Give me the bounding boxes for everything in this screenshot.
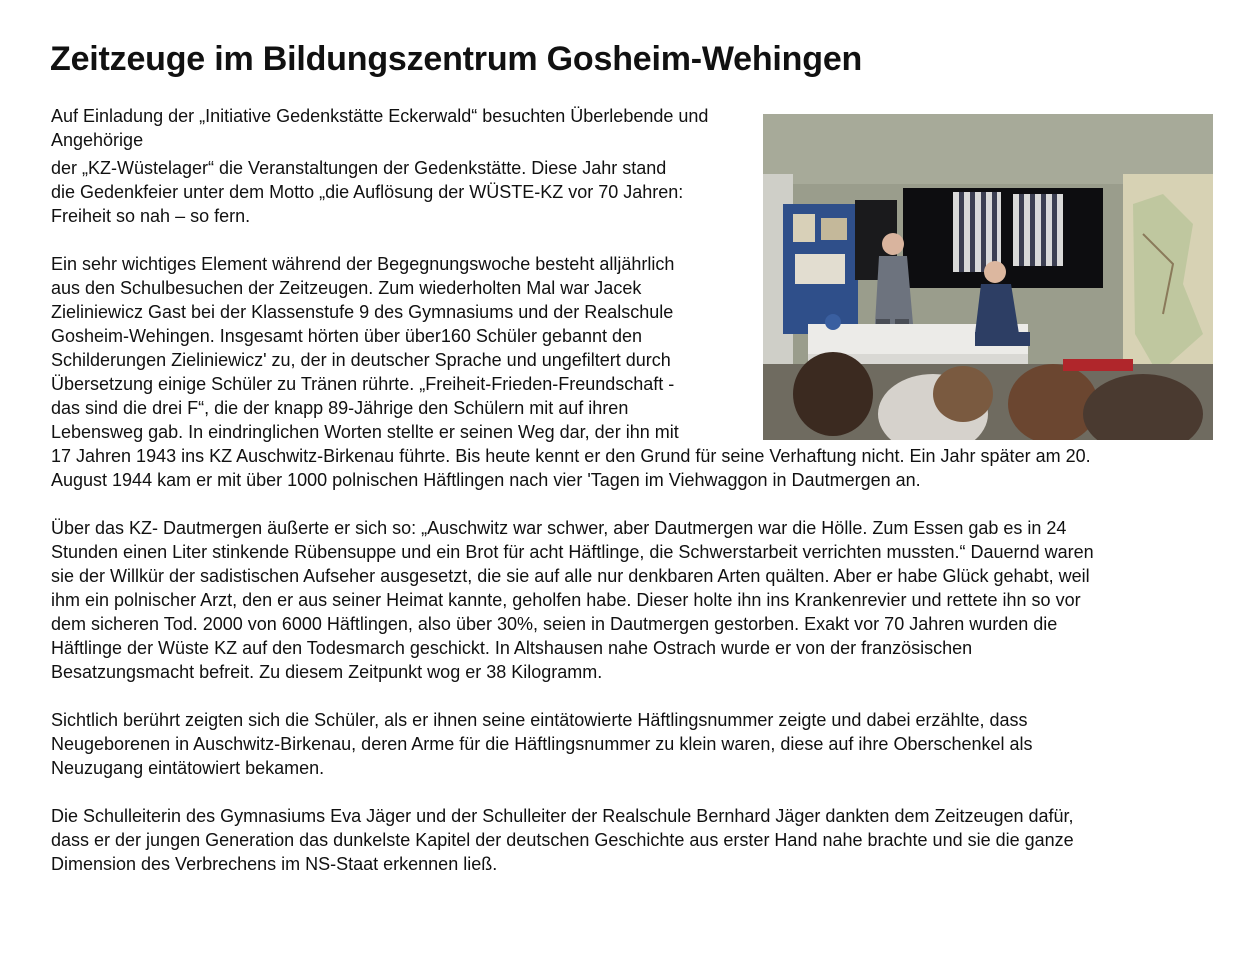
text-line: Neuzugang eintätowiert bekamen. bbox=[51, 758, 325, 778]
text-line: Häftlinge der Wüste KZ auf den Todesmarch geschickt. In Altshausen nahe Ostrach wurde er von der französischen bbox=[51, 638, 973, 658]
text-line: Über das KZ- Dautmergen äußerte er sich so: „Auschwitz war schwer, aber Dautmergen war die Hölle. Zum Essen gab es in 24 bbox=[51, 518, 1067, 538]
text-line: sie der Willkür der sadistischen Aufseher ausgesetzt, die sie auf alle nur denkbaren Arten quälten. Aber er habe Glück gehabt, weil bbox=[51, 566, 1090, 586]
paragraph-thanks bbox=[51, 804, 1216, 876]
text-line: Lebensweg gab. In eindringlichen Worten stellte er seinen Weg dar, der ihn mit bbox=[51, 422, 679, 442]
text-line: Ein sehr wichtiges Element während der Begegnungswoche besteht alljährlich bbox=[51, 254, 675, 274]
text-line: das sind die drei F“, die der knapp 89-Jährige den Schülern mit auf ihren bbox=[51, 398, 629, 418]
text-line: Neugeborenen in Auschwitz-Birkenau, deren Arme für die Häftlingsnummer zu klein waren, diese auf ihre Oberschenkel als bbox=[51, 734, 1033, 754]
paragraph-dautmergen bbox=[51, 516, 1216, 684]
text-line: dem sicheren Tod. 2000 von 6000 Häftlingen, also über 30%, seien in Dautmergen gestorben. Exakt vor 70 Jahren wurden die bbox=[51, 614, 1058, 634]
text-line: aus den Schulbesuchen der Zeitzeugen. Zum wiederholten Mal war Jacek bbox=[51, 278, 642, 298]
text-line: Sichtlich berührt zeigten sich die Schüler, als er ihnen seine eintätowierte Häftlingsnummer zeigte und dabei erzählte, dass bbox=[51, 710, 1028, 730]
intro-line-1: Auf Einladung der „Initiative Gedenkstätte Eckerwald“ besuchten Überlebende und Angehörige bbox=[51, 106, 709, 150]
text-line: Dimension des Verbrechens im NS-Staat erkennen ließ. bbox=[51, 854, 498, 874]
intro-line-2: der „KZ-Wüstelager“ die Veranstaltungen der Gedenkstätte. Diese Jahr stand bbox=[51, 158, 667, 178]
text-line: 17 Jahren 1943 ins KZ Auschwitz-Birkenau führte. Bis heute kennt er den Grund für seine Verhaftung nicht. Ein Jahr später am 20. bbox=[51, 446, 1091, 466]
article-body bbox=[51, 104, 1216, 900]
text-line: Schilderungen Zieliniewicz' zu, der in deutscher Sprache und ungefiltert durch bbox=[51, 350, 671, 370]
text-line: ihm ein polnischer Arzt, den er aus seiner Heimat kannte, geholfen habe. Dieser holte ihn ins Krankenrevier und rettete ihn so vor bbox=[51, 590, 1081, 610]
intro-line-3: die Gedenkfeier unter dem Motto „die Auflösung der WÜSTE-KZ vor 70 Jahren: bbox=[51, 182, 684, 202]
paragraph-tattoo bbox=[51, 708, 1216, 780]
intro-line-4: Freiheit so nah – so fern. bbox=[51, 206, 251, 226]
paragraph-school-visit bbox=[51, 252, 1216, 492]
text-line: Besatzungsmacht befreit. Zu diesem Zeitpunkt wog er 38 Kilogramm. bbox=[51, 662, 603, 682]
text-line: dass er der jungen Generation das dunkelste Kapitel der deutschen Geschichte aus erster Hand nahe brachte und sie die ganze bbox=[51, 830, 1074, 850]
text-line: Übersetzung einige Schüler zu Tränen rührte. „Freiheit-Frieden-Freundschaft - bbox=[51, 374, 675, 394]
text-line: Die Schulleiterin des Gymnasiums Eva Jäger und der Schulleiter der Realschule Bernhard Jäger dankten dem Zeitzeugen dafür, bbox=[51, 806, 1074, 826]
article-title: Zeitzeuge im Bildungszentrum Gosheim-Wehingen bbox=[50, 40, 863, 78]
text-line: August 1944 kam er mit über 1000 polnischen Häftlingen nach vier 'Tagen im Viehwaggon in Dautmergen an. bbox=[51, 470, 921, 490]
intro-paragraph bbox=[51, 104, 1216, 228]
text-line: Stunden einen Liter stinkende Rübensuppe und ein Brot für acht Häftlinge, die Schwerstarbeit verrichten mussten.“ Dauernd waren bbox=[51, 542, 1094, 562]
text-line: Zieliniewicz Gast bei der Klassenstufe 9 des Gymnasiums und der Realschule bbox=[51, 302, 674, 322]
text-line: Gosheim-Wehingen. Insgesamt hörten über über160 Schüler gebannt den bbox=[51, 326, 643, 346]
